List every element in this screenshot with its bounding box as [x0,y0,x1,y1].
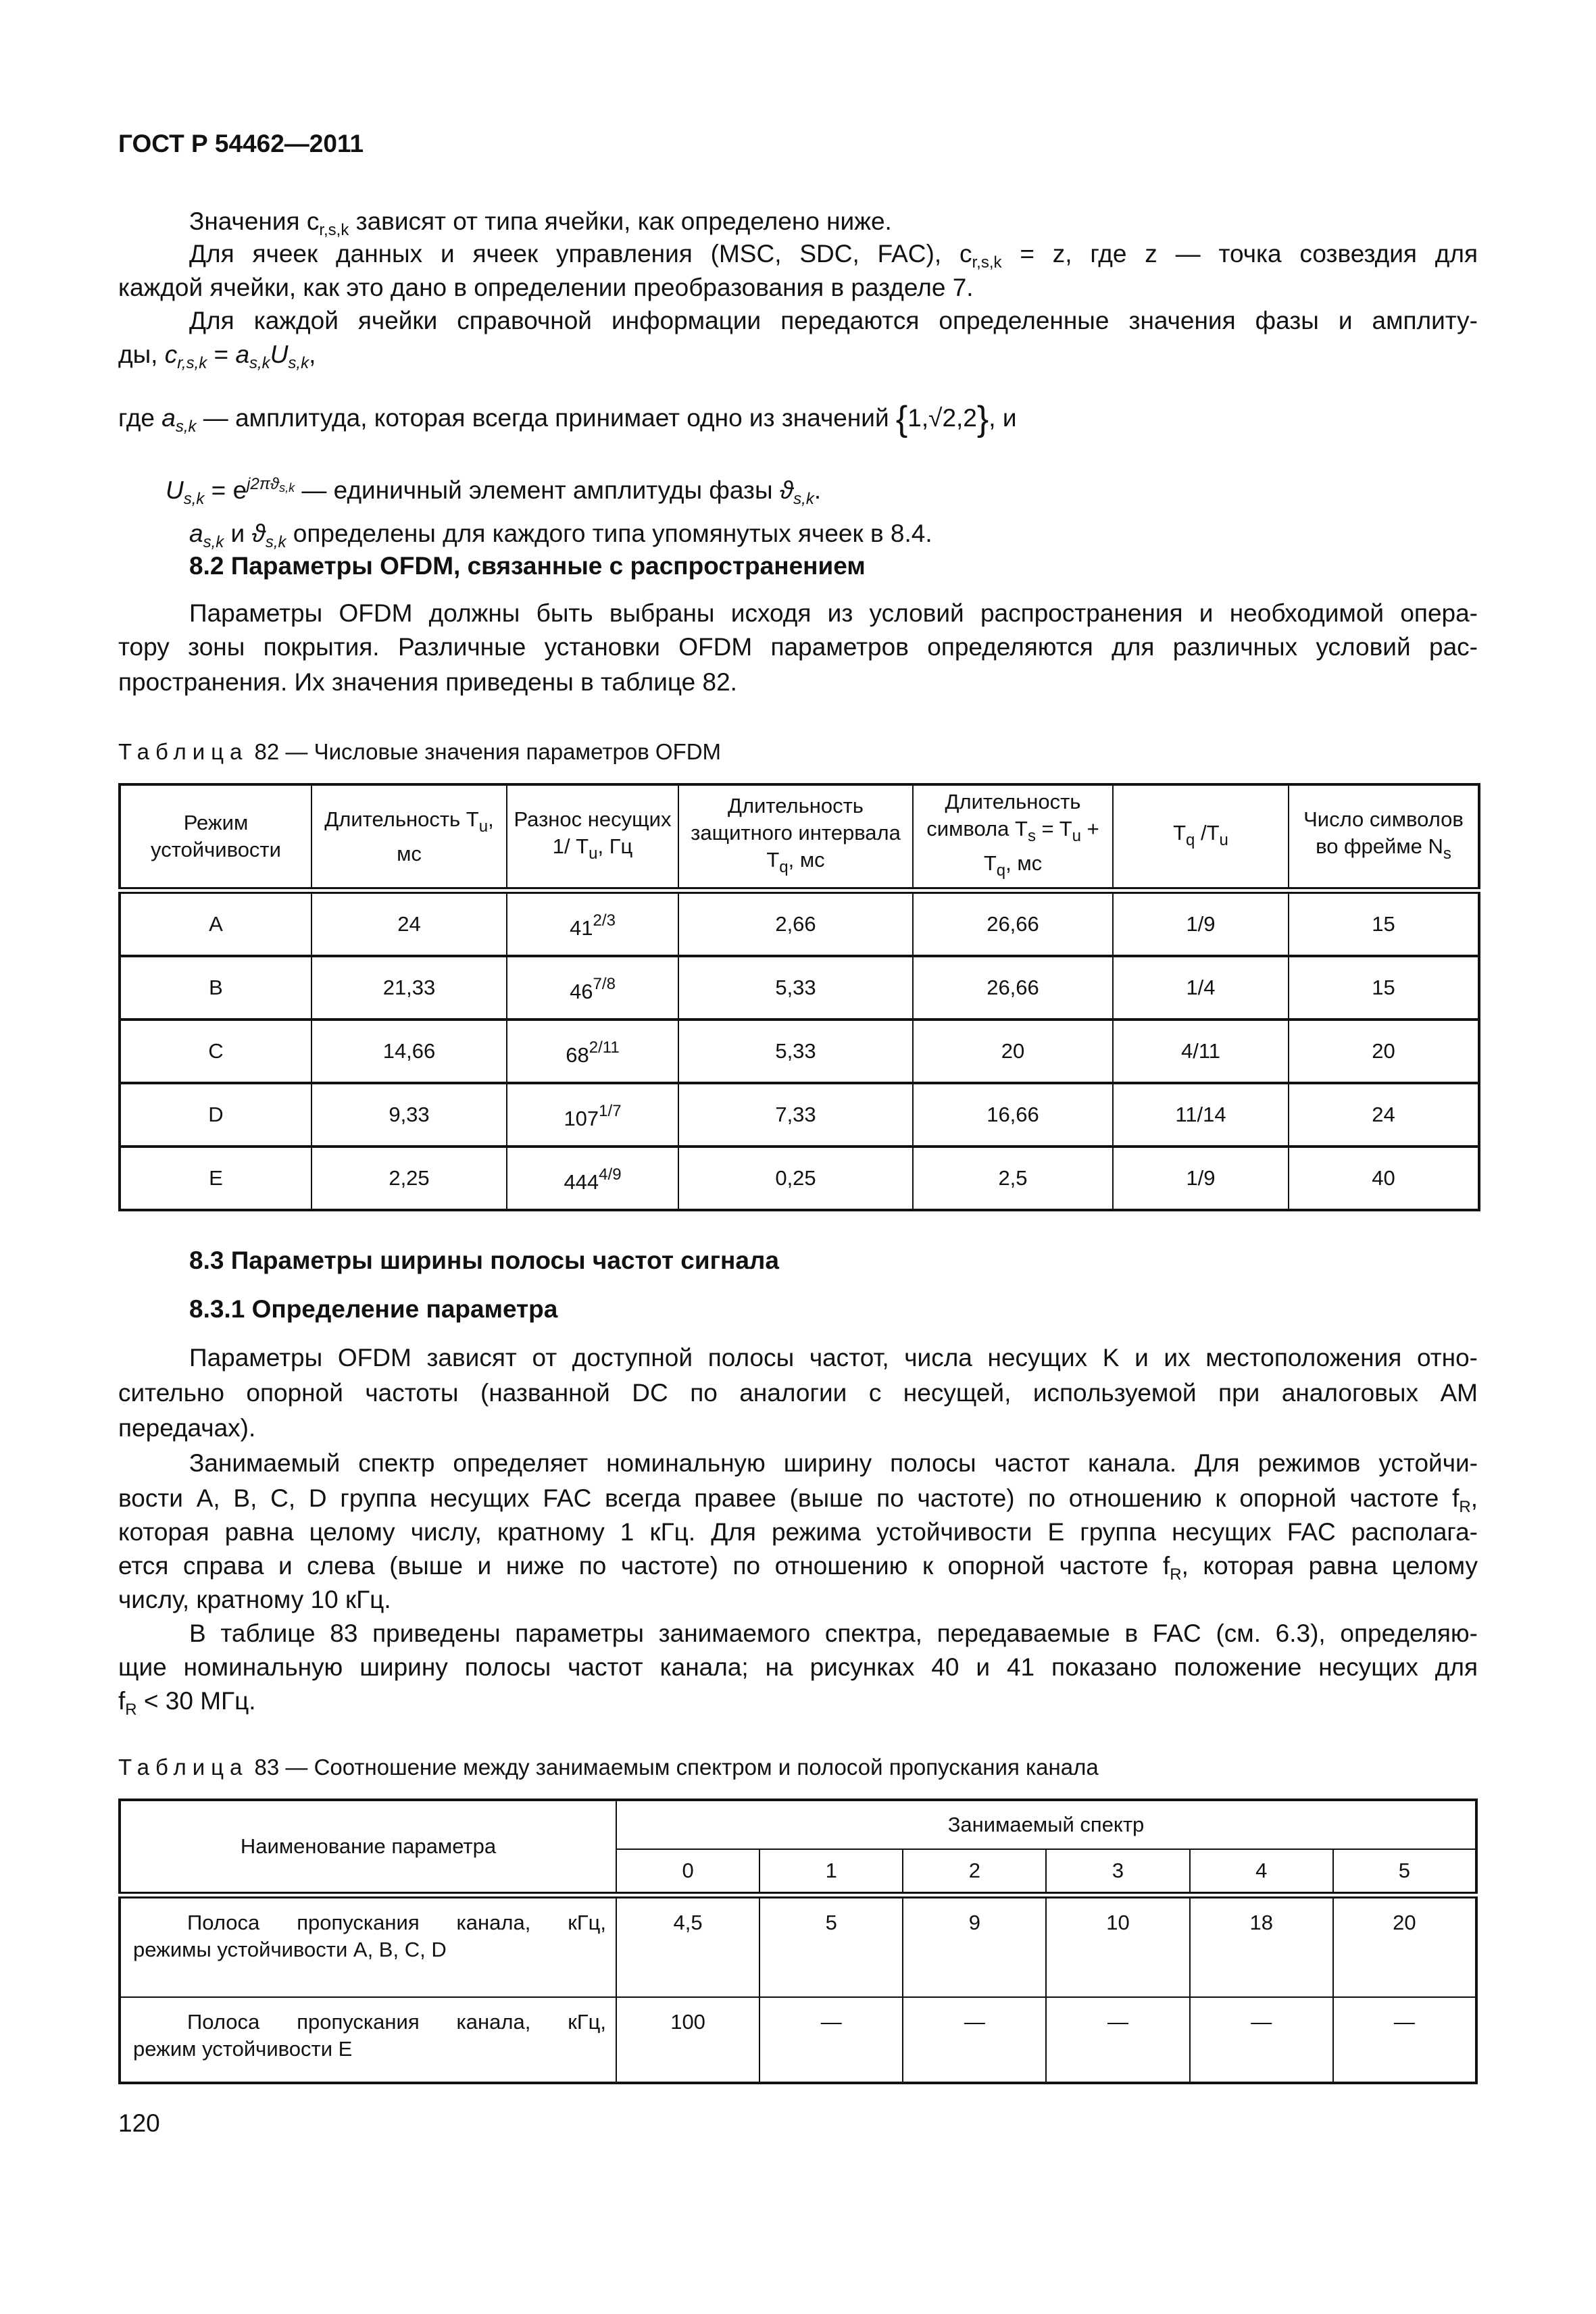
table-cell: — [1333,1997,1476,2083]
header-cell: Режим устойчивости [120,784,311,890]
table-83-caption: Таблица 83 — Соотношение между занимаемым спектром и полосой пропускания канала [118,1755,1099,1780]
table-cell: 5 [759,1895,903,1997]
text-line: числу, кратному 10 кГц. [118,1586,391,1613]
table-cell: 11/14 [1113,1083,1289,1147]
table-cell: 0,25 [678,1147,913,1210]
table-cell: 9,33 [311,1083,507,1147]
header-cell: Разнос несущих 1/ $T_u$, Гц [507,784,678,890]
table-row [120,890,1479,956]
table-cell: $444^{4/9}$ [507,1147,678,1210]
document-header: ГОСТ Р 54462—2011 [118,130,364,157]
spectrum-index-cell: 3 [1046,1849,1189,1895]
spectrum-index-cell: 4 [1190,1849,1333,1895]
table-cell: 1/9 [1113,890,1289,956]
table-cell: — [1046,1997,1189,2083]
table-cell: D [120,1083,311,1147]
table-row [120,956,1479,1020]
page-number: 120 [118,2109,160,2137]
spectrum-index-cell: 2 [903,1849,1046,1895]
row-label: Полоса пропускания канала, кГц, режимы устойчивости A, B, C, D [120,1895,616,1997]
table-cell: 15 [1289,956,1479,1020]
table-cell: C [120,1020,311,1083]
table-cell: — [759,1997,903,2083]
table-cell: 5,33 [678,1020,913,1083]
text-line: $f_R < 30$ МГц. [118,1687,256,1719]
text-line: вости A, B, C, D группа несущих FAC всегда правее (выше по частоте) по отношению к опорной частоте $f_R$, [118,1484,1478,1516]
text-line: Параметры OFDM должны быть выбраны исходя из условий распространения и необходимой опера- [189,599,1478,627]
text-line: Занимаемый спектр определяет номинальную ширину полосы частот канала. Для режимов устойчи- [189,1449,1478,1477]
table-cell: 1/4 [1113,956,1289,1020]
text-line: Значения $c_{r,s,k}$ зависят от типа ячейки, как определено ниже. [189,207,892,239]
header-cell: Число символов во фрейме $N_s$ [1289,784,1479,890]
table-cell: 21,33 [311,956,507,1020]
table-cell: 26,66 [913,956,1113,1020]
table-cell: — [1190,1997,1333,2083]
text-line: которая равна целому числу, кратному 1 кГц. Для режима устойчивости E группа несущих FAC располага- [118,1518,1478,1546]
spectrum-index-cell: 1 [759,1849,903,1895]
table-row [120,1147,1479,1210]
table-cell: 24 [1289,1083,1479,1147]
table-cell: 20 [1289,1020,1479,1083]
text-line: В таблице 83 приведены параметры занимаемого спектра, передаваемые в FAC (см. 6.3), определяю- [189,1619,1478,1647]
formula-line: ды, $c_{r,s,k} = a_{s,k}U_{s,k}$, [118,341,316,372]
text-line: Для ячеек данных и ячеек управления (MSC, SDC, FAC), $c_{r,s,k} = z$, где z — точка созвездия для [189,240,1478,272]
formula-line: $U_{s,k} = e^{j2\pi ϑ_{s,k}}$ — единичный элемент амплитуды фазы $ϑ_{s,k}$. [166,475,822,508]
table-cell: 14,66 [311,1020,507,1083]
spectrum-index-cell: 0 [616,1849,759,1895]
header-cell: $T_q$ $/T_u$ [1113,784,1289,890]
table-cell: 10 [1046,1895,1189,1997]
table-cell: $107^{1/7}$ [507,1083,678,1147]
header-cell: Длительность $T_u$, мс [311,784,507,890]
table-cell: $46^{7/8}$ [507,956,678,1020]
table-row [120,1895,1476,1997]
table-cell: $41^{2/3}$ [507,890,678,956]
formula-line: $a_{s,k}$ и $ϑ_{s,k}$ определены для каждого типа упомянутых ячеек в 8.4. [189,520,932,551]
table-header-row [120,784,1479,890]
table-cell: 18 [1190,1895,1333,1997]
table-cell: 24 [311,890,507,956]
table-cell: 20 [1333,1895,1476,1997]
table-cell: 7,33 [678,1083,913,1147]
table-cell: 2,66 [678,890,913,956]
table-row [120,1083,1479,1147]
text-line: Для каждой ячейки справочной информации передаются определенные значения фазы и амплиту- [189,307,1478,334]
section-heading-8-3: 8.3 Параметры ширины полосы частот сигнала [189,1247,779,1274]
formula-line: где $a_{s,k}$ — амплитуда, которая всегда принимает одно из значений {1,√2,2}, и [118,399,1017,438]
header-cell: Длительность защитного интервала $T_q$, мс [678,784,913,890]
table-row [120,1020,1479,1083]
text-line: пространения. Их значения приведены в таблице 82. [118,668,737,696]
table-cell: 100 [616,1997,759,2083]
section-heading-8-3-1: 8.3.1 Определение параметра [189,1295,558,1323]
header-cell: Длительность символа $T_s = T_u + T_q$, мс [913,784,1113,890]
table-cell: 5,33 [678,956,913,1020]
table-82-caption: Таблица 82 — Числовые значения параметров OFDM [118,739,722,764]
text-line: каждой ячейки, как это дано в определении преобразования в разделе 7. [118,274,974,301]
table-cell: E [120,1147,311,1210]
spectrum-header: Занимаемый спектр [616,1800,1476,1849]
text-line: щие номинальную ширину полосы частот канала; на рисунках 40 и 41 показано положение несущих для [118,1653,1478,1681]
table-cell: — [903,1997,1046,2083]
table-cell: A [120,890,311,956]
text-line: тору зоны покрытия. Различные установки OFDM параметров определяются для различных условий рас- [118,633,1478,661]
table-cell: 26,66 [913,890,1113,956]
spectrum-index-cell: 5 [1333,1849,1476,1895]
value-set: 1,√2,2 [907,404,977,432]
table-cell: 16,66 [913,1083,1113,1147]
text-line: ется справа и слева (выше и ниже по частоте) по отношению к опорной частоте $f_R$, которая равна целому [118,1552,1478,1584]
table-cell: 15 [1289,890,1479,956]
table-cell: 2,5 [913,1147,1113,1210]
table-cell: B [120,956,311,1020]
section-heading-8-2: 8.2 Параметры OFDM, связанные с распространением [189,552,866,580]
text-line: передачах). [118,1414,256,1442]
table-cell: 2,25 [311,1147,507,1210]
table-cell: 4,5 [616,1895,759,1997]
table-cell: 40 [1289,1147,1479,1210]
table-cell: 20 [913,1020,1113,1083]
table-cell: 1/9 [1113,1147,1289,1210]
table-83 [118,1799,1478,2084]
row-label: Полоса пропускания канала, кГц, режим устойчивости E [120,1997,616,2083]
table-cell: $68^{2/11}$ [507,1020,678,1083]
param-header: Наименование параметра [120,1800,616,1895]
table-cell: 9 [903,1895,1046,1997]
text-line: сительно опорной частоты (названной DC по аналогии с несущей, используемой при аналоговых AM [118,1379,1478,1407]
table-row [120,1997,1476,2083]
table-82 [118,783,1480,1211]
table-cell: 4/11 [1113,1020,1289,1083]
text-line: Параметры OFDM зависят от доступной полосы частот, числа несущих K и их местоположения отно- [189,1344,1478,1372]
